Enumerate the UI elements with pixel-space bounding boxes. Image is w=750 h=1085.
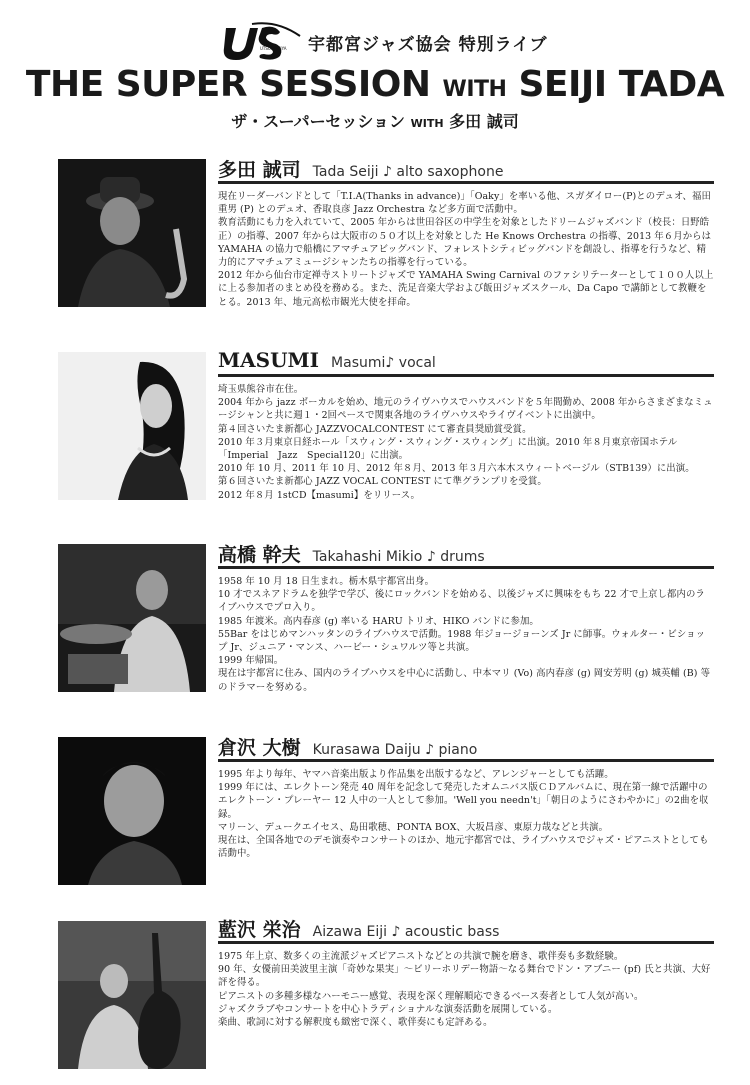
name-line <box>218 540 714 569</box>
logo-row <box>222 22 548 62</box>
main-title <box>0 64 750 105</box>
bio-paragraph: 1975 年上京、数多くの主流派ジャズピアニストなどとの共演で腕を磨き、歌伴奏も多数経験。 <box>218 951 624 962</box>
name-en: Tada Seiji ♪ alto saxophone <box>312 164 504 180</box>
bio-paragraph: 2012 年８月 1stCD【masumi】をリリース。 <box>218 489 421 501</box>
name-jp: 多田 誠司 <box>218 159 301 181</box>
subtitle-with: WITH <box>410 117 444 130</box>
bio-paragraph: 90 年、女優前田美波里主演「奇妙な果実」～ビリーホリデー物語～なる舞台でドン・アブニー (pf) 氏と共演、大好評を得る。 <box>218 964 711 989</box>
bio-paragraph: マリーン、デュークエイセス、島田歌穂、PONTA BOX、大坂昌彦、東原力哉などと共演。 <box>218 821 609 833</box>
bio-paragraph: 1995 年より毎年、ヤマハ音楽出版より作品集を出版するなど、アレンジャーとしても活躍。 <box>218 769 614 780</box>
name-en: Kurasawa Daiju ♪ piano <box>312 742 478 758</box>
bio-paragraph: 10 才でスネアドラムを独学で学び、後にロックバンドを始める、以後ジャズに興味をもち 22 才で上京し都内のライブハウスでプロ入り。 <box>218 589 705 614</box>
title-part-1: THE SUPER SESSION <box>25 64 443 105</box>
photo-masumi <box>58 352 206 500</box>
bio <box>218 575 714 694</box>
bio-paragraph: 第４回さいたま新都心 JAZZVOCALCONTEST にて審査員奨励賞受賞。 <box>218 423 532 435</box>
bio-paragraph: 楽曲、歌詞に対する解釈度も緻密で深く、歌伴奏にも定評ある。 <box>218 1017 493 1029</box>
bio-paragraph: 教育活動にも力を入れていて、2005 年からは世田谷区の中学生を対象としたドリームジャズバンド（校長：日野皓正）の指導、2007 年からは大阪市の５０才以上を対象とした He Knows Orchestra の指導、2013 年６月からは YAMAHA の協力で船橋にアマチュアビッグバンド、フォレストシティビッグバンドを創設し、指導を行うなど、精力的にアマチュアミュージシャンたちの指導を行っている。 <box>218 217 712 269</box>
photo-kurasawa <box>58 737 206 885</box>
bio-paragraph: 1958 年 10 月 18 日生まれ。栃木県宇都宮出身。 <box>218 576 435 587</box>
name-line <box>218 915 714 944</box>
bio-paragraph: 埼玉県熊谷市在住。 <box>218 384 304 395</box>
bio-paragraph: ジャズクラブやコンサートを中心トラディショナルな演奏活動を展開している。 <box>218 1003 558 1015</box>
bio <box>218 768 714 860</box>
info-masumi <box>218 348 714 502</box>
info-kurasawa <box>218 733 714 860</box>
bio-paragraph: 1999 年には、エレクトーン発売 40 周年を記念して発売したオムニバス版ＣＤアルバムに、現在第一線で活躍中のエレクトーン・プレーヤー 12 人中の一人として参加。'Well you needn't」「朝日のようにさわやかに」の2曲を収録。 <box>218 782 709 820</box>
page-header <box>0 0 750 140</box>
subtitle-part-2: 多田 誠司 <box>443 112 519 131</box>
photo-aizawa <box>58 921 206 1069</box>
bio-paragraph: 55Bar をはじめマンハッタンのライブハウスで活動。1988 年ジョージョーンズ Jr に師事。ウォルター・ビショップ Jr、ジュニア・マンス、ハービー・シュワルツ等と共演。 <box>218 628 706 654</box>
bio-paragraph: 1985 年渡米。高内春彦 (g) 率いる HARU トリオ、HIKO バンドに参加。 <box>218 615 539 627</box>
name-line <box>218 155 714 184</box>
bio-paragraph: 2010 年 10 月、2011 年 10 月、2012 年８月、2013 年３月六本木スウィートベージル（STB139）に出演。 <box>218 463 695 475</box>
sub-title <box>0 109 750 132</box>
photo-takahashi <box>58 544 206 692</box>
bio-paragraph: 2004 年から jazz ボーカルを始め、地元のライヴハウスでハウスバンドを５年間勤め、2008 年からさまざまなミュージシャンと共に週１・2回ペースで関東各地のライヴハウスやライヴイベントに出演中。 <box>218 397 713 422</box>
bio-paragraph: 現在リーダーバンドとして「T.I.A(Thanks in advance)」「Oaky」を率いる他、スガダイロー(P)とのデュオ、福田重男 (P) とのデュオ、香取良彦 Jazz Orchestra など多方面で活動中。 <box>218 191 711 216</box>
bio-paragraph: 現在は宇都宮に住み、国内のライブハウスを中心に活動し、中本マリ (Vo) 高内春彦 (g) 岡安芳明 (g) 城英輔 (B) 等のドラマーを努める。 <box>218 668 711 693</box>
bio-paragraph: 1999 年帰国。 <box>218 655 284 667</box>
bio <box>218 190 714 309</box>
info-aizawa <box>218 915 714 1029</box>
bio <box>218 383 714 502</box>
photo-tada <box>58 159 206 307</box>
svg-text:UTSUNOMIYA: UTSUNOMIYA <box>260 46 287 51</box>
name-en: Masumi♪ vocal <box>331 355 436 371</box>
name-jp: 高橋 幹夫 <box>218 544 301 566</box>
bio <box>218 950 714 1029</box>
name-jp: 藍沢 栄治 <box>218 919 301 941</box>
name-en: Aizawa Eiji ♪ acoustic bass <box>312 924 500 940</box>
ujazz-logo <box>222 22 302 62</box>
name-jp: MASUMI <box>218 348 320 372</box>
name-en: Takahashi Mikio ♪ drums <box>312 549 485 565</box>
bio-paragraph: 2012 年から仙台市定禅寺ストリートジャズで YAMAHA Swing Carnival のファシリテーターとして１００人以上に上る参加者のまとめ役を務める。また、洗足音楽大学および飯田ジャズスクール、Da Capo で講師として教鞭をとる。2013 年、地元高松市観光大使を拝命。 <box>218 270 714 308</box>
title-with: WITH <box>442 77 507 102</box>
name-jp: 倉沢 大樹 <box>218 737 301 759</box>
bio-paragraph: ピアニストの多種多様なハーモニー感覚、表現を深く理解順応できるベース奏者として人気が高い。 <box>218 990 644 1002</box>
info-tada <box>218 155 714 309</box>
info-takahashi <box>218 540 714 694</box>
bio-paragraph: 第６回さいたま新都心 JAZZ VOCAL CONTEST にて準グランプリを受賞。 <box>218 476 547 488</box>
title-part-2: SEIJI TADA <box>506 64 725 105</box>
subtitle-part-1: ザ・スーパーセッション <box>231 112 411 131</box>
bio-paragraph: 現在は、全国各地でのデモ演奏やコンサートのほか、地元宇都宮では、ライブハウスでジャズ・ピアニストとしても活動中。 <box>218 835 709 860</box>
event-label: 宇都宮ジャズ協会 特別ライブ <box>308 34 548 55</box>
name-line <box>218 348 714 377</box>
name-line <box>218 733 714 762</box>
bio-paragraph: 2010 年３月東京日経ホール「スウィング・スウィング・スウィング」に出演。2010 年８月東京帝国ホテル「Imperial Jazz Special120」に出演。 <box>218 436 678 462</box>
